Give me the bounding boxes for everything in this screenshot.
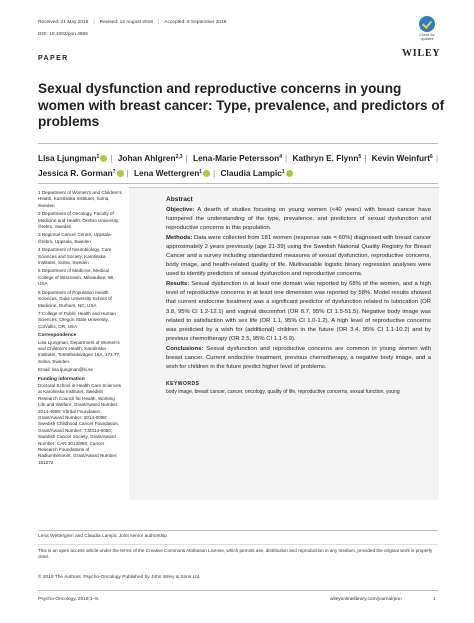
author-separator: | bbox=[435, 153, 438, 163]
divider bbox=[38, 530, 438, 531]
author-separator: | bbox=[364, 153, 367, 163]
check-updates-icon bbox=[419, 16, 435, 32]
author[interactable] bbox=[38, 153, 107, 163]
senior-authorship-note: Lena Wettergren and Claudia Lampic Joint senior authorship bbox=[38, 534, 167, 539]
page-number: 1 bbox=[433, 597, 436, 602]
author-affiliation-ref: 2,3 bbox=[175, 154, 183, 160]
affiliation: 6 Department of Population Health Sciences, Duke University School of Medicine, Durham, NC, USA bbox=[38, 289, 112, 308]
correspondence-email[interactable]: Email: lisa.ljungman@ki.se bbox=[38, 367, 93, 373]
divider bbox=[38, 590, 438, 591]
author-name: Lena Wettergren bbox=[133, 167, 200, 178]
author-affiliation-ref: 6 bbox=[430, 154, 433, 160]
author[interactable] bbox=[38, 168, 124, 178]
objective-label: Objective: bbox=[166, 207, 195, 213]
affiliation: 7 College of Public Health and Human Sciences, Oregon State University, Corvallis, OR, USA bbox=[38, 310, 116, 329]
results-text: Sexual dysfunction in at least one domain was reported by 68% of the women, and a high level of reproductive concerns in at least one dimension was reported by 58%. Model results showed that current endocrine treatment was a significant predictor of dysfunction related to lubrication (OR 3.8, 95% CI 1.2-12.1) and vaginal discomfort (OR 8.7, 95% CI 1.5-51.5). Negative body image was related to satisfaction with sex life (OR 1.1, 95% CI 1.0-1.2). A high level of reproductive concerns was predicted by a wish for (additional) children in the future (OR 3.4, 95% CI 1.1-10.2) and by previous chemotherapy (OR 2.5, 95% CI 1.1-5.9). bbox=[166, 281, 431, 342]
methods-label: Methods: bbox=[166, 235, 193, 242]
funding-heading: Funding information bbox=[38, 376, 85, 382]
author-name: Johan Ahlgren bbox=[117, 153, 176, 163]
author[interactable] bbox=[221, 168, 293, 178]
author-separator: | bbox=[126, 167, 129, 178]
affiliation: 2 Department of Oncology, Faculty of Medicine and Health, Örebro University, Örebro, Sweden bbox=[38, 211, 120, 230]
author-separator: | bbox=[185, 153, 188, 163]
received-date: Received: 21 May 2018 bbox=[38, 20, 89, 25]
check-updates-label: Check for updates bbox=[419, 33, 435, 41]
author-name: Jessica R. Gorman bbox=[38, 167, 113, 178]
author-separator: | bbox=[110, 153, 113, 163]
objective-text: A dearth of studies focusing on young women (<40 years) with breast cancer have hampered the understanding of the type, prevalence, and predictors of sexual dysfunction and reproductive concerns in this population. bbox=[166, 207, 432, 232]
affiliation: 5 Department of Medicine, Medical College of Wisconsin, Milwaukee, WI, USA bbox=[38, 268, 115, 287]
affiliation: 1 Department of Women's and Children's Health, Karolinska Institutet, Solna, Sweden bbox=[38, 190, 122, 208]
abstract-methods bbox=[166, 234, 431, 279]
abstract-body bbox=[129, 206, 439, 372]
license-note: This is an open access article under the terms of the Creative Commons Attribution License, which permits use, distribution and reproduction in any medium, provided the original work is properly cited. bbox=[38, 548, 433, 560]
divider bbox=[38, 143, 438, 144]
copyright: © 2018 The Authors. Psycho-Oncology Published by John Wiley & Sons Ltd. bbox=[38, 575, 201, 580]
conclusions-label: Conclusions: bbox=[166, 345, 204, 352]
author-affiliation-ref: 4 bbox=[279, 154, 283, 160]
author[interactable] bbox=[292, 153, 361, 163]
author-affiliation-ref: 5 bbox=[358, 154, 362, 160]
article-dates bbox=[38, 20, 231, 25]
abstract-conclusions bbox=[166, 345, 431, 372]
author[interactable] bbox=[372, 153, 433, 163]
keywords-heading: KEYWORDS bbox=[166, 380, 200, 387]
author[interactable] bbox=[118, 153, 183, 163]
affiliation: 4 Department of Neurobiology, Care Sciences and Society, Karolinska Institutet, Solna, Sweden bbox=[38, 247, 112, 266]
author-separator: | bbox=[285, 153, 288, 163]
author-name: Lisa Ljungman bbox=[38, 153, 97, 163]
divider bbox=[38, 183, 438, 184]
methods-text: Data were collected from 181 women (response rate = 60%) diagnosed with breast cancer approximately 2 years previously (age 21-39) using the Swedish National Quality Registry for Breast Cancer and a survey including standardized measures of sexual dysfunction, reproductive concerns, body image, and health-related quality of life. Multivariable logistic binary regression analyses were used to identify predictors of sexual dysfunction and reproductive concerns. bbox=[166, 235, 431, 278]
author[interactable] bbox=[134, 168, 210, 178]
correspondence-heading: Correspondence bbox=[38, 333, 77, 339]
orcid-icon[interactable] bbox=[100, 155, 107, 162]
accepted-date: Accepted: 6 September 2018 bbox=[164, 20, 227, 25]
date-separator: | bbox=[93, 20, 95, 25]
author-separator: | bbox=[213, 167, 216, 178]
article-title: Sexual dysfunction and reproductive concerns in young women with breast cancer: Type, prevalence, and predictors of problems bbox=[38, 81, 445, 129]
author-affiliation-ref: 7 bbox=[112, 168, 116, 175]
conclusions-text: Sexual dysfunction and reproductive concerns are common in young women with breast cancer. Current endocrine treatment, previous chemotherapy, a negative body image, and a wish for children in the future predict higher level of problems. bbox=[166, 345, 431, 370]
journal-citation: Psycho-Oncology. 2018;1–8. bbox=[38, 597, 100, 602]
orcid-icon[interactable] bbox=[286, 170, 293, 177]
publisher-logo: WILEY bbox=[402, 48, 441, 59]
doi[interactable]: DOI: 10.1002/pon.4886 bbox=[38, 32, 88, 37]
author-name: Kathryn E. Flynn bbox=[292, 153, 359, 163]
correspondence-text: Lisa Ljungman, Department of Women's and Children's Health, Karolinska Institutet, Tomtebodavägen 18A, 171 77, Solna, Sweden. bbox=[38, 339, 121, 364]
article-type: PAPER bbox=[38, 55, 69, 62]
author[interactable] bbox=[193, 153, 282, 163]
date-separator: | bbox=[158, 20, 160, 25]
funding-text: Doctoral School in Health Care Sciences at Karolinska Institutet; Swedish Research Council for Health, Working Life and Welfare, Grant/Award Number: 2014-4689; Vårdal Foundation, Grant/Award Number: 2014-0098; Swedish Childhood Cancer Foundation, Grant/Award Number: TJ2014-0050; Swedish Cancer Society, Grant/Award Number: CAN 2013/886; Cancer Research Foundations of Radiumhemmet, Grant/Award Number: 161272 bbox=[38, 382, 121, 465]
orcid-icon[interactable] bbox=[117, 170, 124, 177]
abstract-box bbox=[129, 187, 439, 500]
author-name: Lena-Marie Petersson bbox=[193, 153, 280, 163]
abstract-results bbox=[166, 280, 431, 343]
author-affiliation-ref: 1 bbox=[281, 168, 285, 175]
abstract-objective bbox=[166, 206, 431, 233]
results-label: Results: bbox=[166, 281, 190, 288]
revised-date: Revised: 16 August 2018 bbox=[99, 20, 153, 25]
orcid-icon[interactable] bbox=[203, 170, 210, 177]
check-for-updates-button[interactable] bbox=[414, 16, 440, 42]
journal-url[interactable]: wileyonlinelibrary.com/journal/pon bbox=[330, 597, 402, 602]
keywords-list: body image, breast cancer, cancer, oncology, quality of life, reproductive concerns, sexual function, young bbox=[166, 388, 400, 395]
affiliations-sidebar bbox=[38, 190, 122, 468]
author-list bbox=[38, 151, 458, 180]
author-affiliation-ref: 1 bbox=[96, 154, 100, 160]
author-name: Kevin Weinfurt bbox=[371, 153, 431, 163]
author-name: Claudia Lampic bbox=[220, 167, 282, 178]
author-affiliation-ref: 1 bbox=[199, 168, 203, 175]
affiliation: 3 Regional Cancer Centre, Uppsala-Örebro, Uppsala, Sweden bbox=[38, 232, 113, 244]
divider bbox=[38, 544, 438, 545]
abstract-heading: Abstract bbox=[166, 196, 193, 203]
